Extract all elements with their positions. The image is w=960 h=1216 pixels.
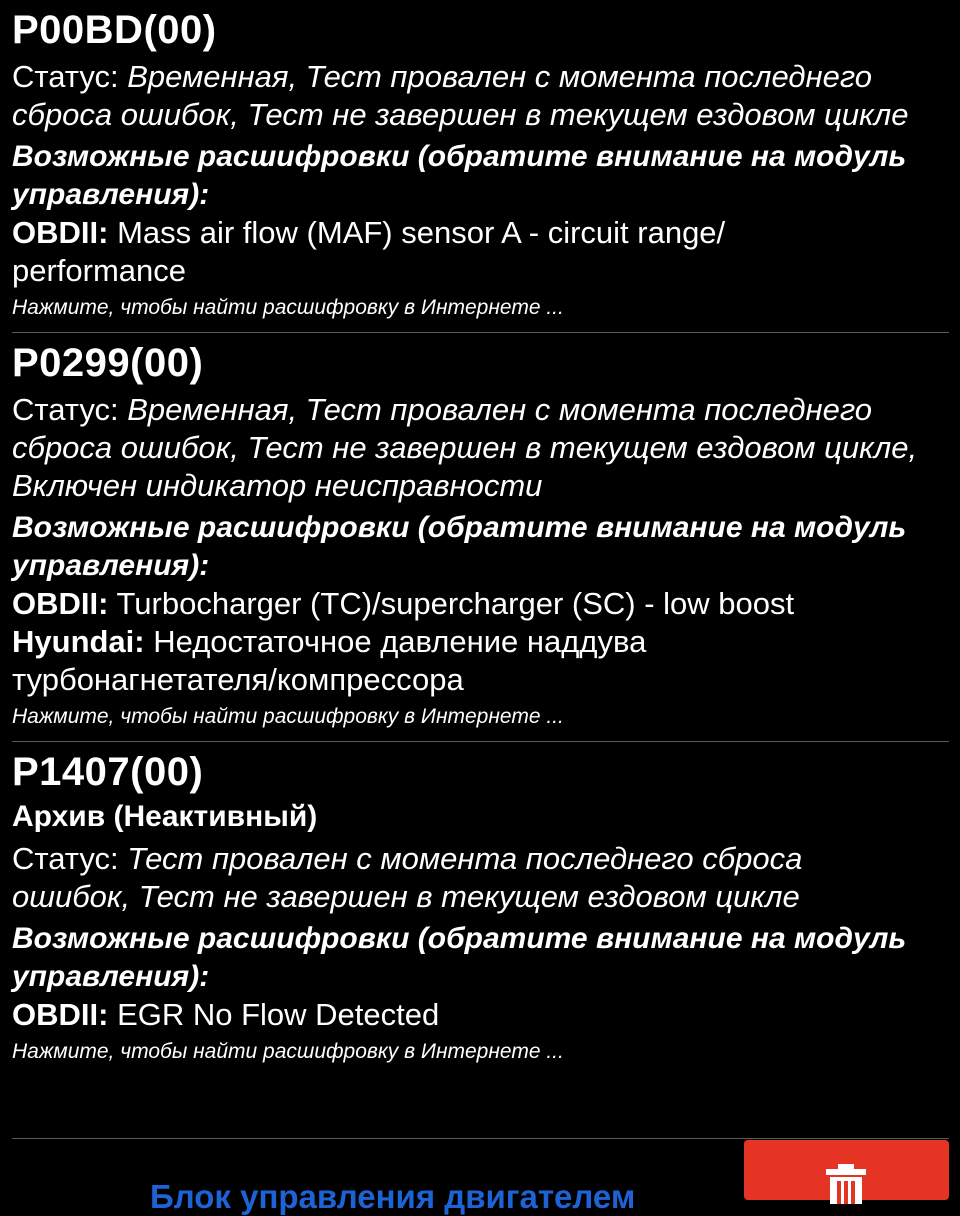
error-list	[12, 0, 949, 1076]
status-text	[12, 840, 949, 916]
trash-icon	[824, 1164, 868, 1204]
status-label: Статус:	[12, 392, 119, 427]
heading-line: управления):	[12, 960, 210, 993]
decoding-obdii	[12, 585, 949, 623]
status-value-line: Включен индикатор неисправности	[12, 468, 543, 503]
decoding-obdii	[12, 214, 949, 290]
error-entry[interactable]	[12, 0, 949, 332]
status-value-line: Тест провален с момента последнего сброса	[127, 841, 803, 876]
decoding-source: OBDII:	[12, 997, 109, 1032]
decoding-line: турбонагнетателя/компрессора	[12, 662, 464, 697]
error-entry[interactable]	[12, 741, 949, 1076]
possible-decodings-heading	[12, 509, 949, 585]
error-code: P1407(00)	[12, 750, 204, 794]
decoding-source: Hyundai:	[12, 624, 145, 659]
decoding-source: OBDII:	[12, 215, 109, 250]
possible-decodings-heading	[12, 920, 949, 996]
decoding-line: Turbocharger (TC)/supercharger (SC) - low boost	[116, 586, 795, 621]
search-online-link[interactable]: Нажмите, чтобы найти расшифровку в Интернете ...	[12, 705, 564, 728]
status-value-line: Временная, Тест провален с момента последнего	[127, 392, 873, 427]
status-label: Статус:	[12, 59, 119, 94]
divider	[12, 1138, 949, 1139]
ecu-selector-link[interactable]: Блок управления двигателем	[150, 1178, 636, 1215]
status-text	[12, 58, 949, 134]
error-code: P00BD(00)	[12, 8, 217, 52]
heading-line: Возможные расшифровки (обратите внимание на модуль	[12, 511, 907, 544]
decoding-line: EGR No Flow Detected	[117, 997, 440, 1032]
error-entry[interactable]	[12, 332, 949, 741]
decoding-line: performance	[12, 253, 187, 288]
heading-line: Возможные расшифровки (обратите внимание на модуль	[12, 922, 907, 955]
search-online-link[interactable]: Нажмите, чтобы найти расшифровку в Интернете ...	[12, 296, 564, 319]
archive-badge: Архив (Неактивный)	[12, 800, 318, 833]
status-label: Статус:	[12, 841, 119, 876]
decoding-source: OBDII:	[12, 586, 109, 621]
error-code: P0299(00)	[12, 341, 204, 385]
heading-line: Возможные расшифровки (обратите внимание на модуль	[12, 140, 907, 173]
heading-line: управления):	[12, 549, 210, 582]
decoding-line: Mass air flow (MAF) sensor A - circuit range/	[117, 215, 726, 250]
status-value-line: сброса ошибок, Тест не завершен в текущем ездовом цикле,	[12, 430, 918, 465]
status-value-line: Временная, Тест провален с момента последнего	[127, 59, 873, 94]
decoding-line: Недостаточное давление наддува	[153, 624, 647, 659]
delete-errors-button[interactable]	[744, 1140, 949, 1200]
status-value-line: ошибок, Тест не завершен в текущем ездовом цикле	[12, 879, 800, 914]
status-text	[12, 391, 949, 505]
decoding-hyundai	[12, 623, 949, 699]
search-online-link[interactable]: Нажмите, чтобы найти расшифровку в Интернете ...	[12, 1040, 564, 1063]
decoding-obdii	[12, 996, 949, 1034]
possible-decodings-heading	[12, 138, 949, 214]
status-value-line: сброса ошибок, Тест не завершен в текущем ездовом цикле	[12, 97, 909, 132]
heading-line: управления):	[12, 178, 210, 211]
